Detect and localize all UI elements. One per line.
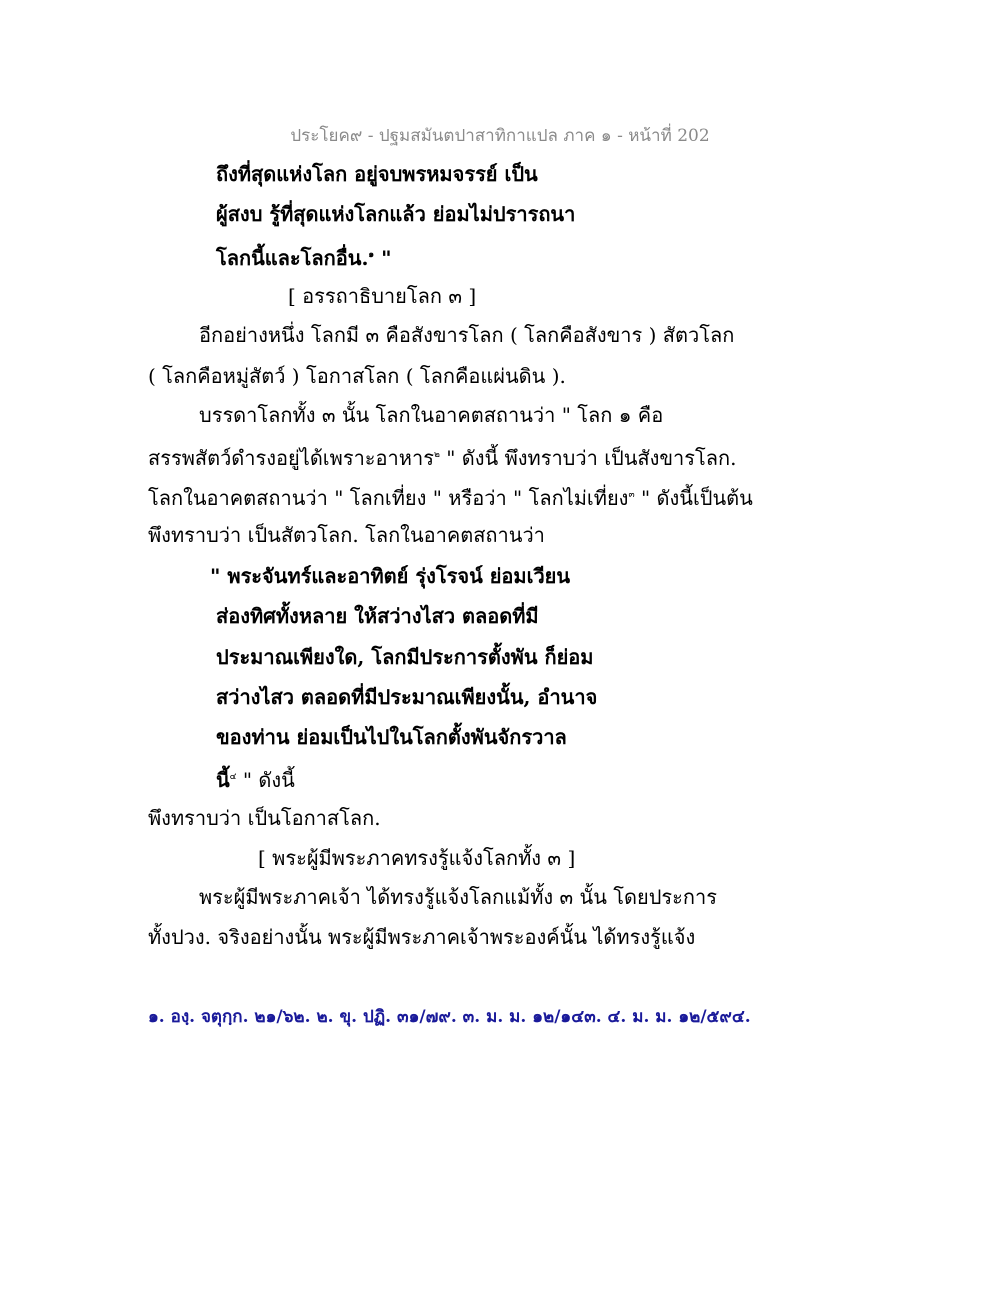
para3-line: พึงทราบว่า เป็นโอกาสโลก. [148, 806, 381, 830]
footnote-mark: ๔ [229, 772, 237, 782]
para4-line-1: พระผู้มีพระภาคเจ้า ได้ทรงรู้แจ้งโลกแม้ทั้ง ๓ นั้น โดยประการ [199, 885, 717, 909]
section-heading: [ อรรถาธิบายโลก ๓ ] [288, 284, 477, 308]
footnote-mark: ๑ [368, 250, 375, 260]
footnotes: ๑. องฺ. จตุกฺก. ๒๑/๖๒. ๒. ขุ. ปฏิ. ๓๑/๗๙. ๓. ม. ม. ๑๒/๑๔๓. ๔. ม. ม. ๑๒/๕๙๔. [148, 1007, 751, 1027]
para2-line-1: บรรดาโลกทั้ง ๓ นั้น โลกในอาคตสถานว่า " โลก ๑ คือ [199, 403, 664, 427]
para4-line-2: ทั้งปวง. จริงอย่างนั้น พระผู้มีพระภาคเจ้าพระองค์นั้น ได้ทรงรู้แจ้ง [148, 925, 696, 949]
verse2-line-5: ของท่าน ย่อมเป็นไปในโลกตั้งพันจักรวาล [216, 725, 567, 749]
verse2-line-6: นี้$^๔$ " ดังนี้ [216, 768, 295, 792]
verse1-line-2: ผู้สงบ รู้ที่สุดแห่งโลกแล้ว ย่อมไม่ปรารถนา [216, 202, 576, 226]
verse1-line-1: ถึงที่สุดแห่งโลก อยู่จบพรหมจรรย์ เป็น [216, 162, 538, 186]
para2-line-3: โลกในอาคตสถานว่า " โลกเที่ยง " หรือว่า " โลกไม่เที่ยง$^๓$ " ดังนี้เป็นต้น [148, 486, 753, 510]
para2-line-4: พึงทราบว่า เป็นสัตวโลก. โลกในอาคตสถานว่า [148, 523, 545, 547]
para2-line-2: สรรพสัตว์ดำรงอยู่ได้เพราะอาหาร$^๒$ " ดังนี้ พึงทราบว่า เป็นสังขารโลก. [148, 446, 737, 470]
footnote-mark: ๓ [628, 490, 635, 500]
para1-line-1: อีกอย่างหนึ่ง โลกมี ๓ คือสังขารโลก ( โลกคือสังขาร ) สัตวโลก [199, 323, 735, 347]
verse2-line-3: ประมาณเพียงใด, โลกมีประการตั้งพัน ก็ย่อม [216, 645, 594, 669]
section-heading: [ พระผู้มีพระภาคทรงรู้แจ้งโลกทั้ง ๓ ] [258, 846, 576, 870]
para1-line-2: ( โลกคือหมู่สัตว์ ) โอกาสโลก ( โลกคือแผ่นดิน ). [148, 364, 566, 388]
verse2-line-4: สว่างไสว ตลอดที่มีประมาณเพียงนั้น, อำนาจ [216, 685, 598, 709]
footnote-mark: ๒ [433, 450, 440, 460]
verse2-line-2: ส่องทิศทั้งหลาย ให้สว่างไสว ตลอดที่มี [216, 604, 539, 628]
page-header: ประโยค๙ - ปฐมสมันตปาสาทิกาแปล ภาค ๑ - หน้าที่ 202 [290, 126, 710, 146]
verse2-line-1: " พระจันทร์และอาทิตย์ รุ่งโรจน์ ย่อมเวียน [210, 564, 571, 588]
verse1-line-3: โลกนี้และโลกอื่น.$^๑$ " [216, 246, 392, 270]
